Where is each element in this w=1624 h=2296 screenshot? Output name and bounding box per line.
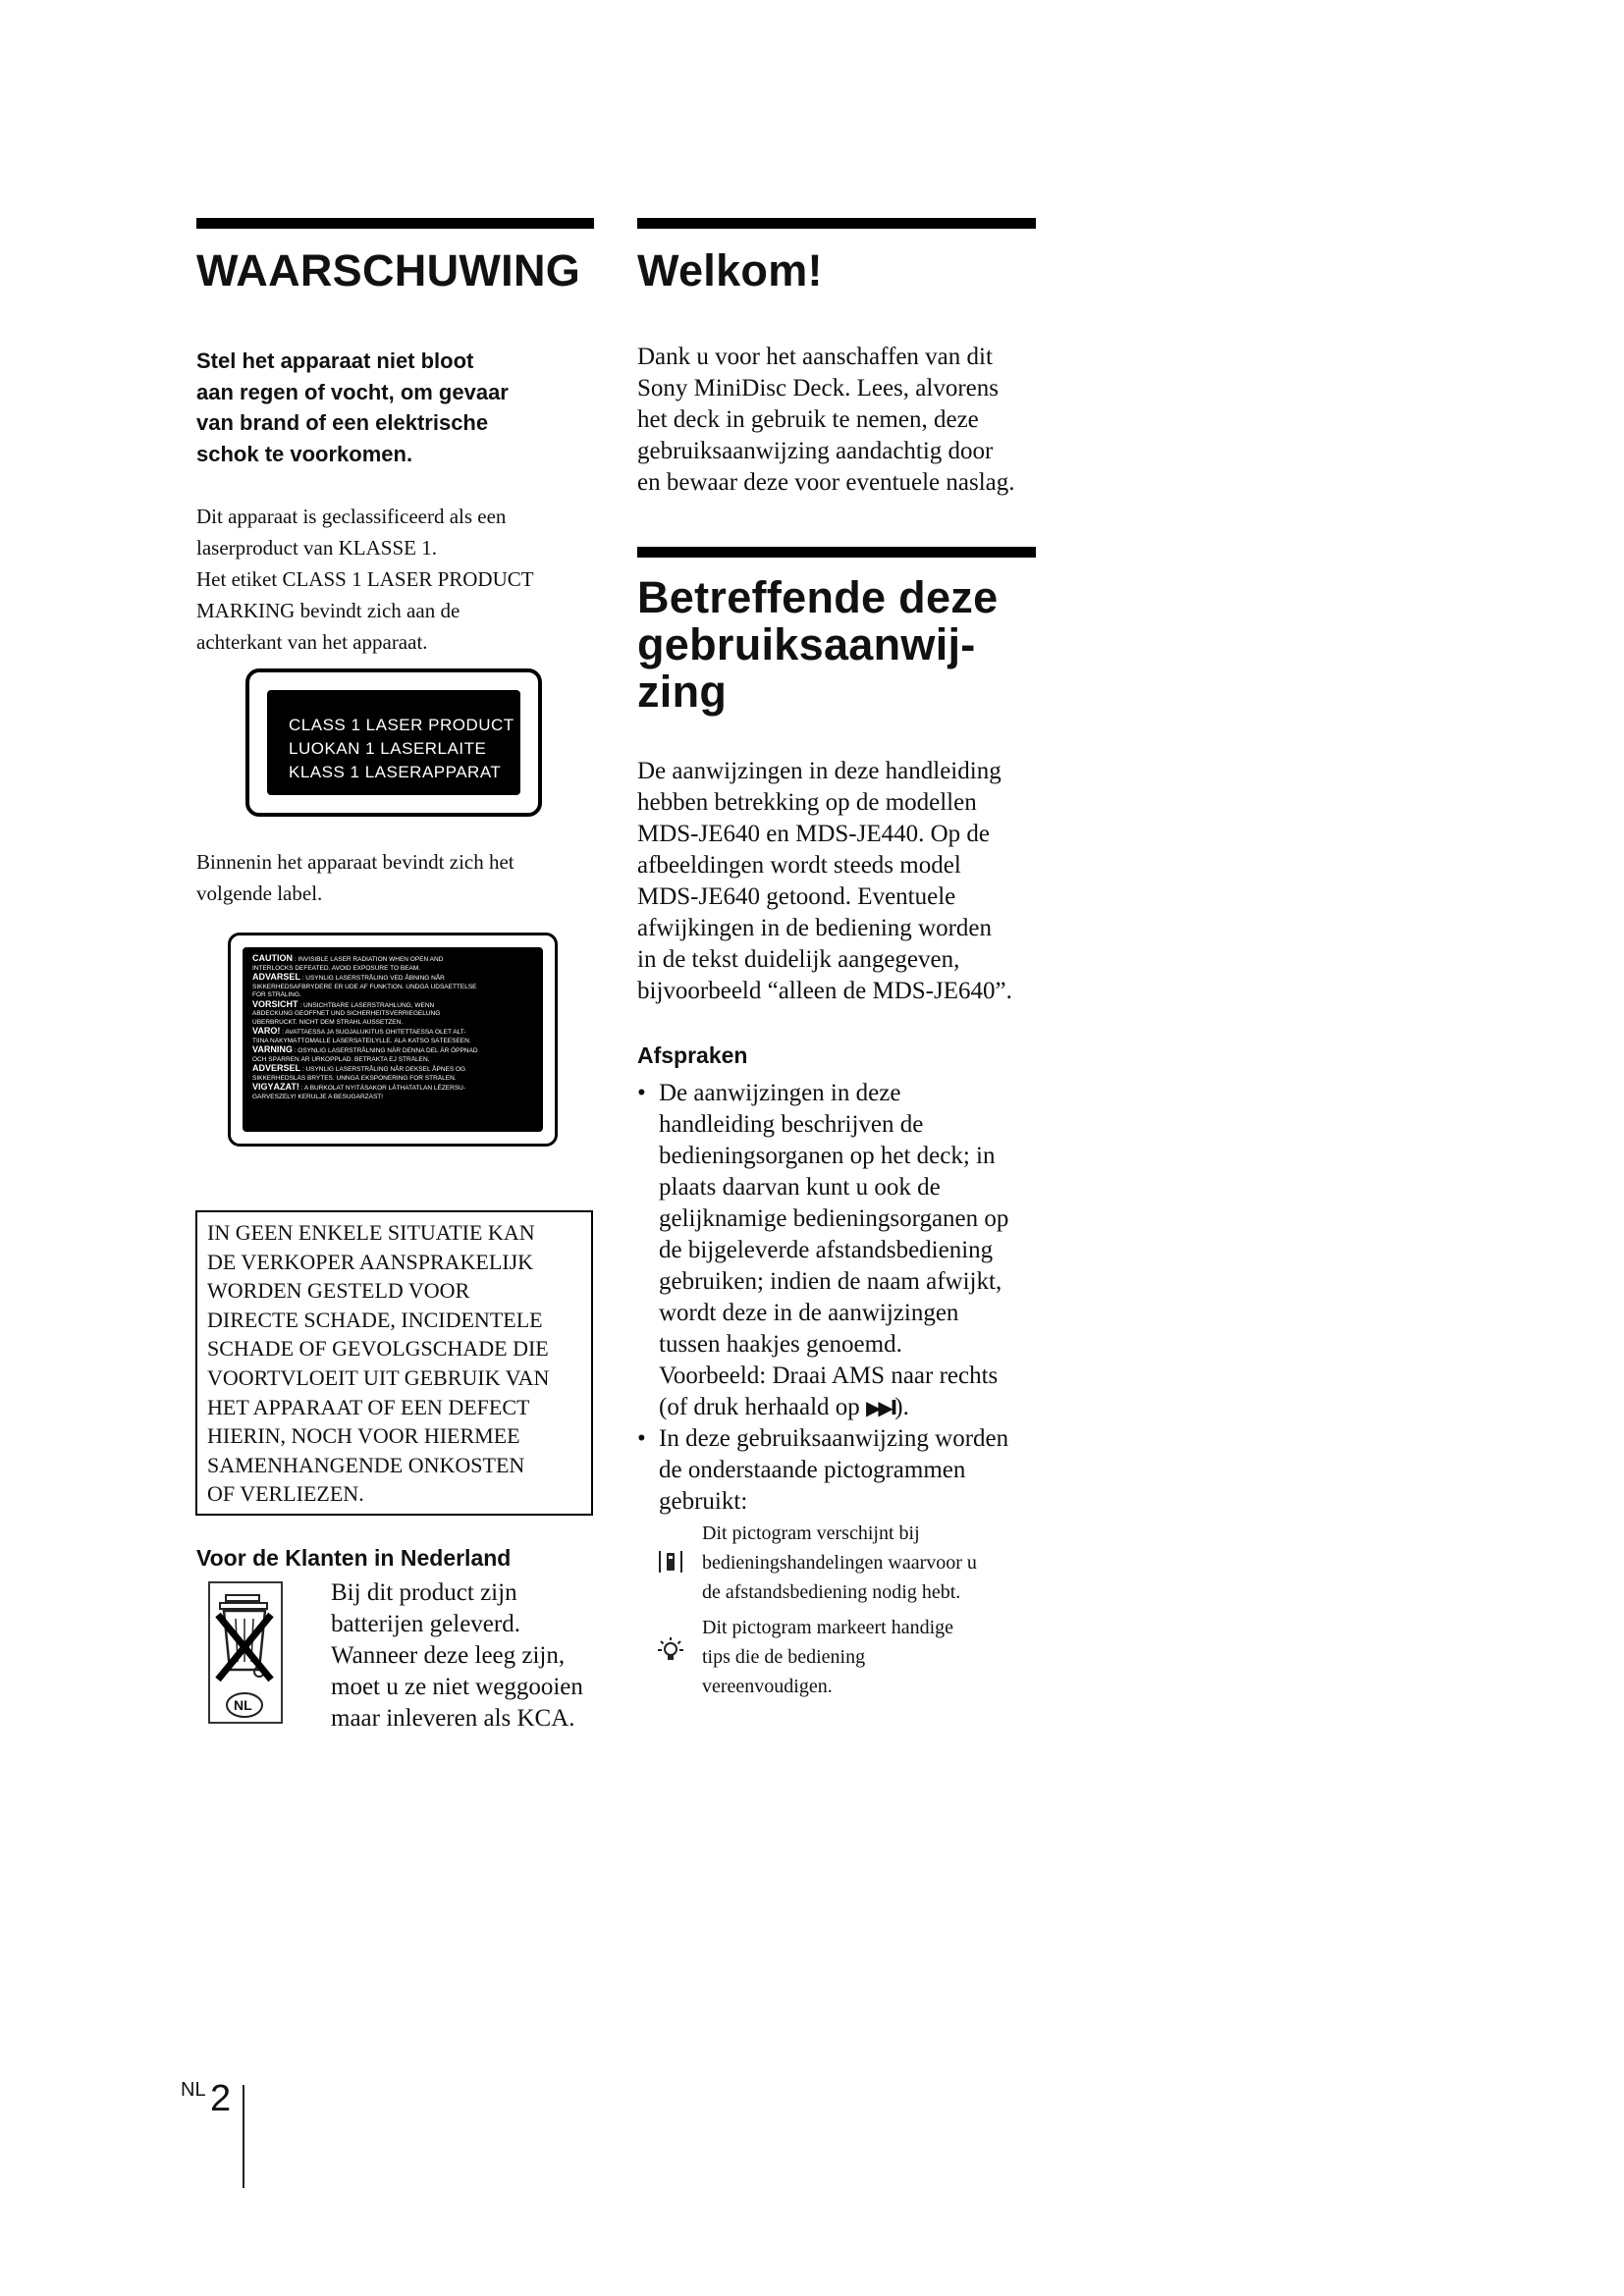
crossed-bin-icon	[208, 1581, 283, 1724]
nl-mark: NL	[234, 1697, 252, 1713]
bullet-mark: •	[637, 1080, 646, 1106]
nl-customers-heading: Voor de Klanten in Nederland	[196, 1545, 512, 1571]
remote-pictogram-text: Dit pictogram verschijnt bij bedieningshandelingen waarvoor u de afstandsbediening nodig hebt.	[702, 1522, 977, 1603]
conventions-bullet-1: • De aanwijzingen in deze handleiding beschrijven de bedieningsorganen op het deck; in plaats daarvan kunt u ook de gelijknamige bedieningsorganen op de bijgeleverde afstandsbediening gebruiken; indien de naam afwijkt, wordt deze in de aanwijzingen tussen haakjes genoemd. Voorbeeld: Draai AMS naar rechts (of druk herhaald op ▶▶I).	[637, 1080, 1009, 1420]
about-heading: Betreffende deze gebruiksaanwij- zing	[637, 572, 999, 717]
page-number: 2	[210, 2078, 232, 2119]
caution-label-panel: CAUTION : INVISIBLE LASER RADIATION WHEN OPEN AND INTERLOCKS DEFEATED. AVOID EXPOSURE TO BEAM. ADVARSEL : USYNLIG LASERSTRÅLING VED ÅBNING NÅR SIKKERHEDSAFBRYDERE ER UDE AF FUNKTION. UNDGÅ UDSAETTELSE FOR STRÅLING. VORSICHT : UNSICHTBARE LASERSTRAHLUNG, WENN ABDECKUNG GEÖFFNET UND SICHERHEITSVERRIEGELUNG ÜBERBRÜCKT. NICHT DEM STRAHL AUSSETZEN. VARO! : AVATTAESSA JA SUOJALUKITUS OHITETTAESSA OLET ALT- TIINA NÄKYMÄTTÖMÄLLE LASERSÄTEILYLLE. ÄLÄ KATSO SÄTEESEEN. VARNING : OSYNLIG LASERSTRÅLNING NÄR DENNA DEL ÄR ÖPPNAD OCH SPÄRREN ÄR URKOPPLAD. BETRAKTA EJ STRÅLEN. ADVERSEL : USYNLIG LASERSTRÅLING NÅR DEKSEL ÅPNES OG SIKKERHEDSLÅS BRYTES. UNNGÅ EKSPONERING FOR STRÅLEN. VIGYÁZAT! : A BURKOLAT NYITÁSAKOR LÁTHATATLAN LÉZERSU- GÁRVESZÉLY! KERÜLJE A BESUGÁRZÁST!	[243, 947, 543, 1132]
class1-laser-label-panel: CLASS 1 LASER PRODUCT LUOKAN 1 LASERLAITE KLASS 1 LASERAPPARAT	[267, 690, 520, 795]
lightbulb-tip-icon	[658, 1636, 683, 1666]
bullet-mark: •	[637, 1425, 646, 1452]
conventions-heading: Afspraken	[637, 1042, 748, 1068]
lightbulb-svg	[658, 1636, 683, 1666]
conventions-bullet-2: • In deze gebruiksaanwijzing worden de onderstaande pictogrammen gebruikt:	[637, 1425, 1009, 1515]
warning-text: Stel het apparaat niet bloot aan regen of vocht, om gevaar van brand of een elektrische schok te voorkomen.	[196, 348, 509, 466]
laser-paragraph: Dit apparaat is geclassificeerd als een laserproduct van KLASSE 1. Het etiket CLASS 1 LASER PRODUCT MARKING bevindt zich aan de achterkant van het apparaat.	[196, 505, 534, 654]
welcome-paragraph: Dank u voor het aanschaffen van dit Sony MiniDisc Deck. Lees, alvorens het deck in gebruik te nemen, deze gebruiksaanwijzing aandachtig door en bewaar deze voor eventuele naslag.	[637, 344, 1015, 496]
inside-label-text: Binnenin het apparaat bevindt zich het volgende label.	[196, 850, 514, 905]
liability-disclaimer-box: IN GEEN ENKELE SITUATIE KAN DE VERKOPER AANSPRAKELIJK WORDEN GESTELD VOOR DIRECTE SCHADE, INCIDENTELE SCHADE OF GEVOLGSCHADE DIE VOORTVLOEIT UIT GEBRUIK VAN HET APPARAAT OF EEN DEFECT HIERIN, NOCH VOOR HIERMEE SAMENHANGENDE ONKOSTEN OF VERLIEZEN.	[195, 1210, 593, 1516]
warning-heading: WAARSCHUWING	[196, 245, 581, 295]
caution-label	[228, 933, 558, 1147]
page-footer	[181, 2079, 231, 2118]
next-track-icon: ▶▶I	[866, 1396, 895, 1419]
footer-divider	[243, 2085, 244, 2188]
remote-pictogram-icon	[658, 1549, 683, 1575]
heading-rule	[637, 547, 1036, 558]
tip-pictogram-text: Dit pictogram markeert handige tips die de bediening vereenvoudigen.	[702, 1617, 954, 1697]
about-section	[637, 547, 1036, 716]
left-column	[196, 218, 594, 658]
battery-notice: Bij dit product zijn batterijen geleverd. Wanneer deze leeg zijn, moet u ze niet weggooien maar inleveren als KCA.	[331, 1579, 583, 1732]
welcome-heading: Welkom!	[637, 245, 823, 295]
remote-svg	[658, 1549, 683, 1575]
class1-laser-label	[245, 668, 542, 817]
heading-rule	[637, 218, 1036, 229]
right-column	[637, 218, 1036, 499]
language-code: NL	[181, 2079, 206, 2101]
about-paragraph: De aanwijzingen in deze handleiding hebben betrekking op de modellen MDS-JE640 en MDS-JE440. Op de afbeeldingen wordt steeds model MDS-JE640 getoond. Eventuele afwijkingen in de bediening worden in de tekst duidelijk aangegeven, bijvoorbeeld “alleen de MDS-JE640”.	[637, 758, 1012, 1004]
heading-rule	[196, 218, 594, 229]
